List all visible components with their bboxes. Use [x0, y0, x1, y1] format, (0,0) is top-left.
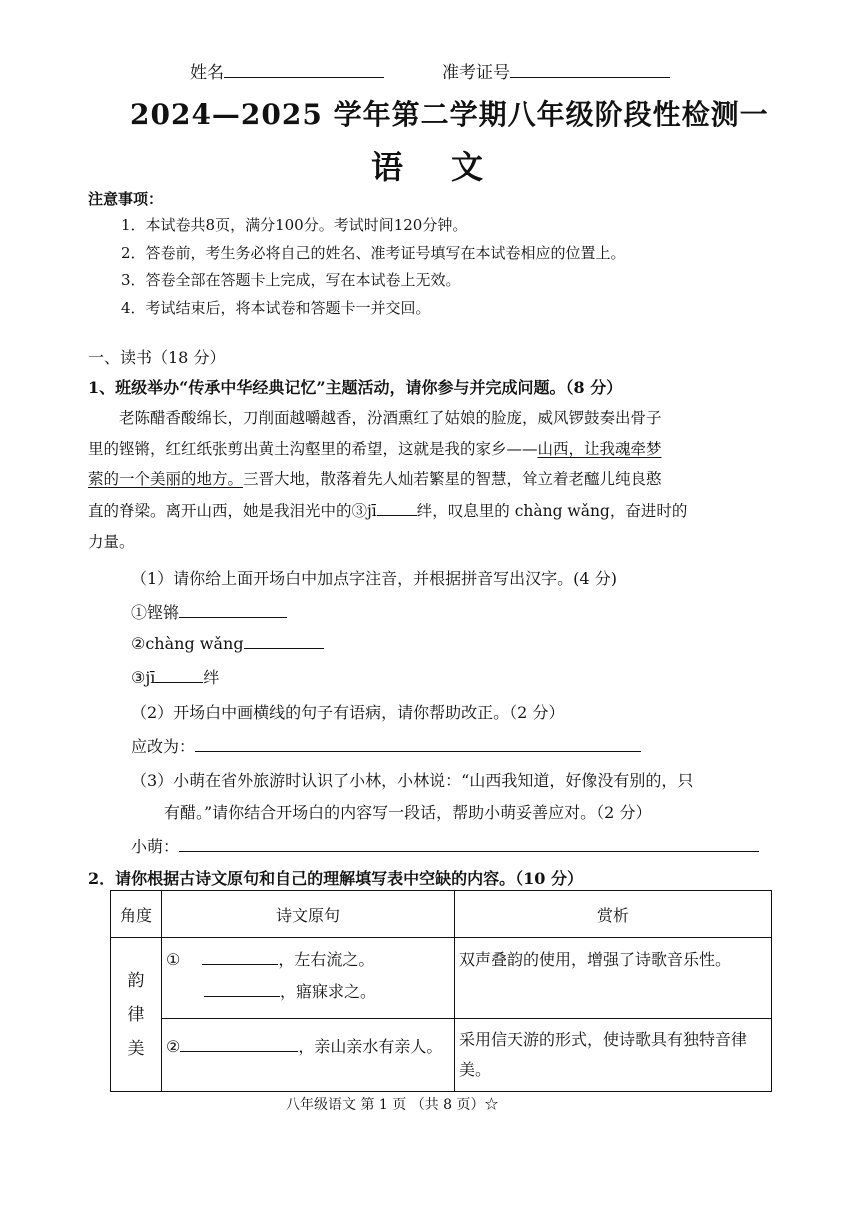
table-row	[111, 1019, 772, 1092]
page-footer: 八年级语文 第 1 页 （共 8 页）☆	[286, 1097, 499, 1113]
note-item: 4．考试结束后，将本试卷和答题卡一并交回。	[121, 299, 431, 317]
underlined-sentence: 山西，让我魂牵梦	[537, 440, 662, 458]
answer-blank	[244, 648, 324, 649]
passage-text: 绊，叹息里的 chàng wǎng，奋进时的	[416, 502, 688, 520]
answer-blank	[195, 751, 641, 752]
subquestion-3-stem-cont: 有醋。”请你结合开场白的内容写一段话，帮助小萌妥善应对。（2 分）	[164, 803, 652, 822]
exam-id-label: 准考证号	[442, 63, 510, 83]
item-label: ③jī	[131, 668, 156, 687]
question-1-stem: 1、班级举办“传承中华经典记忆”主题活动，请你参与并完成问题。（8 分）	[88, 378, 623, 397]
category-char: 律	[127, 1004, 145, 1025]
table-header: 角度	[111, 891, 162, 938]
exam-title: 2024—2025 学年第二学期八年级阶段性检测一	[130, 98, 769, 131]
answer-blank	[180, 1051, 298, 1052]
notes-heading: 注意事项：	[88, 190, 164, 208]
poem-cell	[162, 938, 455, 1019]
question-2-stem: 2．请你根据古诗文原句和自己的理解填写表中空缺的内容。（10 分）	[88, 869, 583, 888]
poetry-table	[110, 890, 772, 1092]
note-item: 1．本试卷共8页，满分100分。考试时间120分钟。	[121, 216, 468, 234]
passage-line	[88, 437, 662, 459]
note-item: 2．答卷前，考生务必将自己的姓名、准考证号填写在本试卷相应的位置上。	[121, 244, 626, 262]
category-cell	[111, 938, 162, 1092]
pinyin-item-2	[131, 634, 324, 653]
category-char: 美	[127, 1038, 145, 1059]
pinyin-item-3	[131, 665, 219, 688]
passage-line	[88, 467, 662, 489]
exam-id-blank	[510, 77, 670, 78]
analysis-cell: 采用信天游的形式，使诗歌具有独特音律美。	[455, 1019, 772, 1092]
pinyin-item-1	[131, 600, 287, 623]
item-label: ②chàng wǎng	[131, 634, 244, 653]
answer-blank	[179, 617, 287, 618]
answer-blank	[155, 682, 203, 683]
name-label: 姓名	[190, 63, 224, 83]
subquestion-3-stem: （3）小萌在省外旅游时认识了小林，小林说：“山西我知道，好像没有别的，只	[131, 771, 694, 790]
underlined-sentence: 萦的一个美丽的地方。	[88, 470, 244, 488]
analysis-cell: 双声叠韵的使用，增强了诗歌音乐性。	[455, 938, 772, 1019]
passage-text: 三晋大地，散落着先人灿若繁星的智慧，耸立着老醯儿纯良憨	[243, 470, 662, 488]
table-header: 赏析	[455, 891, 772, 938]
subquestion-2-stem: （2）开场白中画横线的句子有语病，请你帮助改正。（2 分）	[131, 703, 565, 722]
subquestion-3-answer	[131, 834, 759, 857]
item-label: ①铿锵	[131, 603, 180, 622]
passage-line	[88, 499, 687, 521]
passage-line: 力量。	[88, 533, 135, 551]
poem-line	[166, 944, 450, 976]
section-heading: 一、读书（18 分）	[88, 348, 226, 367]
answer-blank	[204, 996, 280, 997]
name-field	[190, 58, 384, 83]
subquestion-1-stem: （1）请你给上面开场白中加点字注音，并根据拼音写出汉字。(4 分)	[131, 569, 617, 588]
poem-text: ，寤寐求之。	[280, 982, 377, 1001]
subquestion-2-answer	[131, 734, 641, 757]
table-row	[111, 938, 772, 1019]
subject-title: 语文	[371, 148, 532, 186]
table-header: 诗文原句	[162, 891, 455, 938]
answer-label: 应改为：	[131, 737, 196, 756]
item-label: 绊	[203, 668, 220, 687]
poem-text: ，亲山亲水有亲人。	[298, 1037, 443, 1056]
answer-blank	[202, 964, 278, 965]
answer-label: 小萌：	[131, 837, 180, 856]
passage-line: 老陈醋香酸绵长，刀削面越嚼越香，汾酒熏红了姑娘的脸庞，威风锣鼓奏出骨子	[119, 409, 662, 427]
poem-line	[166, 1031, 450, 1063]
table-header-row	[111, 891, 772, 938]
poem-text: ，左右流之。	[278, 950, 375, 969]
passage-text: 里的铿锵，红红纸张剪出黄土沟壑里的希望，这就是我的家乡——	[88, 440, 538, 458]
name-blank	[224, 77, 384, 78]
category-char: 韵	[127, 970, 145, 991]
item-number: ②	[166, 1037, 181, 1056]
poem-line	[166, 976, 450, 1008]
item-number: ①	[166, 950, 181, 969]
answer-blank	[179, 851, 759, 852]
passage-text: 直的脊梁。离开山西，她是我泪光中的③jī	[88, 502, 377, 520]
blank	[377, 515, 417, 516]
note-item: 3．答卷全部在答题卡上完成，写在本试卷上无效。	[121, 271, 461, 289]
poem-cell	[162, 1019, 455, 1092]
exam-id-field	[442, 58, 670, 83]
